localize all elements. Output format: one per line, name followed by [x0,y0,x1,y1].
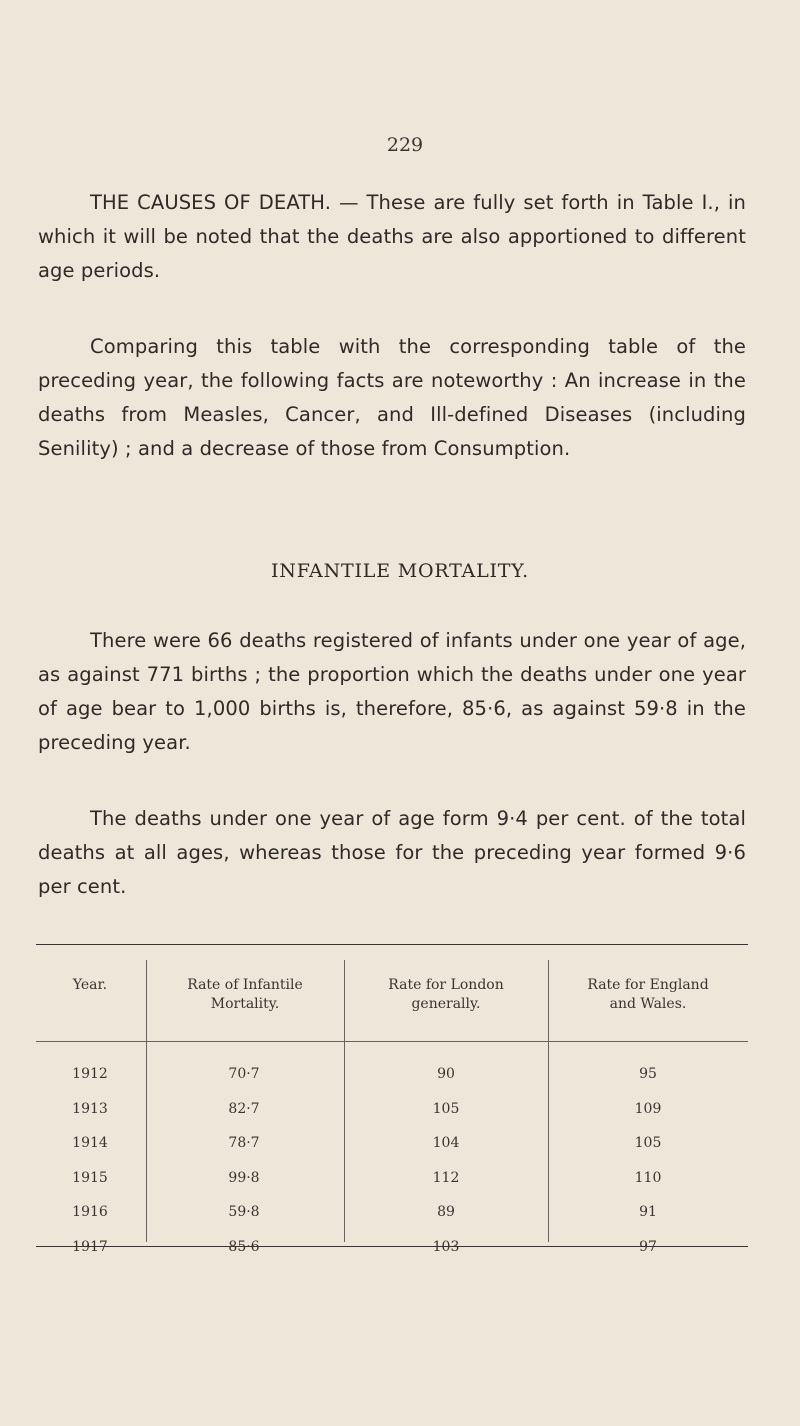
header-london-rate [344,976,548,1014]
cell-england-rate: 95 [639,1066,657,1082]
cell-london-rate: 90 [437,1066,455,1082]
header-line: Rate of Infantile [187,977,303,993]
table-header-rule [36,1041,748,1042]
cell-year: 1912 [72,1066,108,1082]
table-row [36,1170,748,1200]
table-row [36,1101,748,1131]
cell-infantile-rate: 59·8 [228,1204,260,1220]
cell-year: 1916 [72,1204,108,1220]
page-number: 229 [386,134,424,156]
header-line: Rate for England [587,977,709,993]
header-line: Rate for London [388,977,504,993]
paragraph-death-percentage [38,802,746,904]
cell-year: 1913 [72,1100,108,1117]
cell-year: 1917 [72,1238,108,1255]
table-row [36,1239,748,1269]
cell-infantile-rate: 78·7 [228,1135,260,1151]
paragraph-infant-deaths [38,624,746,760]
header-line: generally. [411,996,481,1012]
table-row [36,1204,748,1234]
cell-year: 1915 [72,1169,108,1186]
cell-infantile-rate: 70·7 [228,1066,260,1082]
paragraph-comparison [38,330,746,466]
cell-london-rate: 104 [432,1135,460,1151]
cell-england-rate: 97 [639,1238,657,1255]
cell-london-rate: 105 [432,1100,460,1117]
table-row [36,1066,748,1096]
cell-london-rate: 89 [437,1204,455,1220]
paragraph-text: Comparing this table with the corresponding table of the preceding year, the following facts are noteworthy : An increase in the deaths from Measles, Cancer, and Ill-defined Diseases (including Senility) ; and a decrease of those from Consumption. [38,335,746,460]
paragraph-text: THE CAUSES OF DEATH. — These are fully set forth in Table I., in which it will be noted that the deaths are also apportioned to different age periods. [38,191,746,282]
header-year: Year. [72,977,108,993]
paragraph-causes-of-death [38,186,746,288]
paragraph-text: There were 66 deaths registered of infants under one year of age, as against 771 births ; the proportion which the deaths under one year of age bear to 1,000 births is, therefore, 85·6, as against 59·8 in the preceding year. [38,629,746,754]
paragraph-text: The deaths under one year of age form 9·4 per cent. of the total deaths at all ages, whereas those for the preceding year formed 9·6 per cent. [38,807,746,898]
cell-infantile-rate: 85·6 [228,1238,260,1255]
table-row [36,1135,748,1165]
cell-england-rate: 91 [639,1204,657,1220]
cell-england-rate: 105 [634,1135,662,1151]
section-heading-infantile-mortality: INFANTILE MORTALITY. [271,560,529,582]
cell-england-rate: 109 [634,1100,662,1117]
cell-year: 1914 [72,1135,108,1151]
header-line: Mortality. [210,996,280,1012]
cell-london-rate: 112 [432,1169,460,1186]
table-top-rule [36,944,748,945]
cell-infantile-rate: 99·8 [228,1169,260,1186]
cell-london-rate: 103 [432,1238,460,1255]
header-england-wales-rate [548,976,748,1014]
header-infantile-rate [146,976,344,1014]
cell-england-rate: 110 [634,1169,662,1186]
cell-infantile-rate: 82·7 [228,1100,260,1117]
header-line: and Wales. [609,996,687,1012]
